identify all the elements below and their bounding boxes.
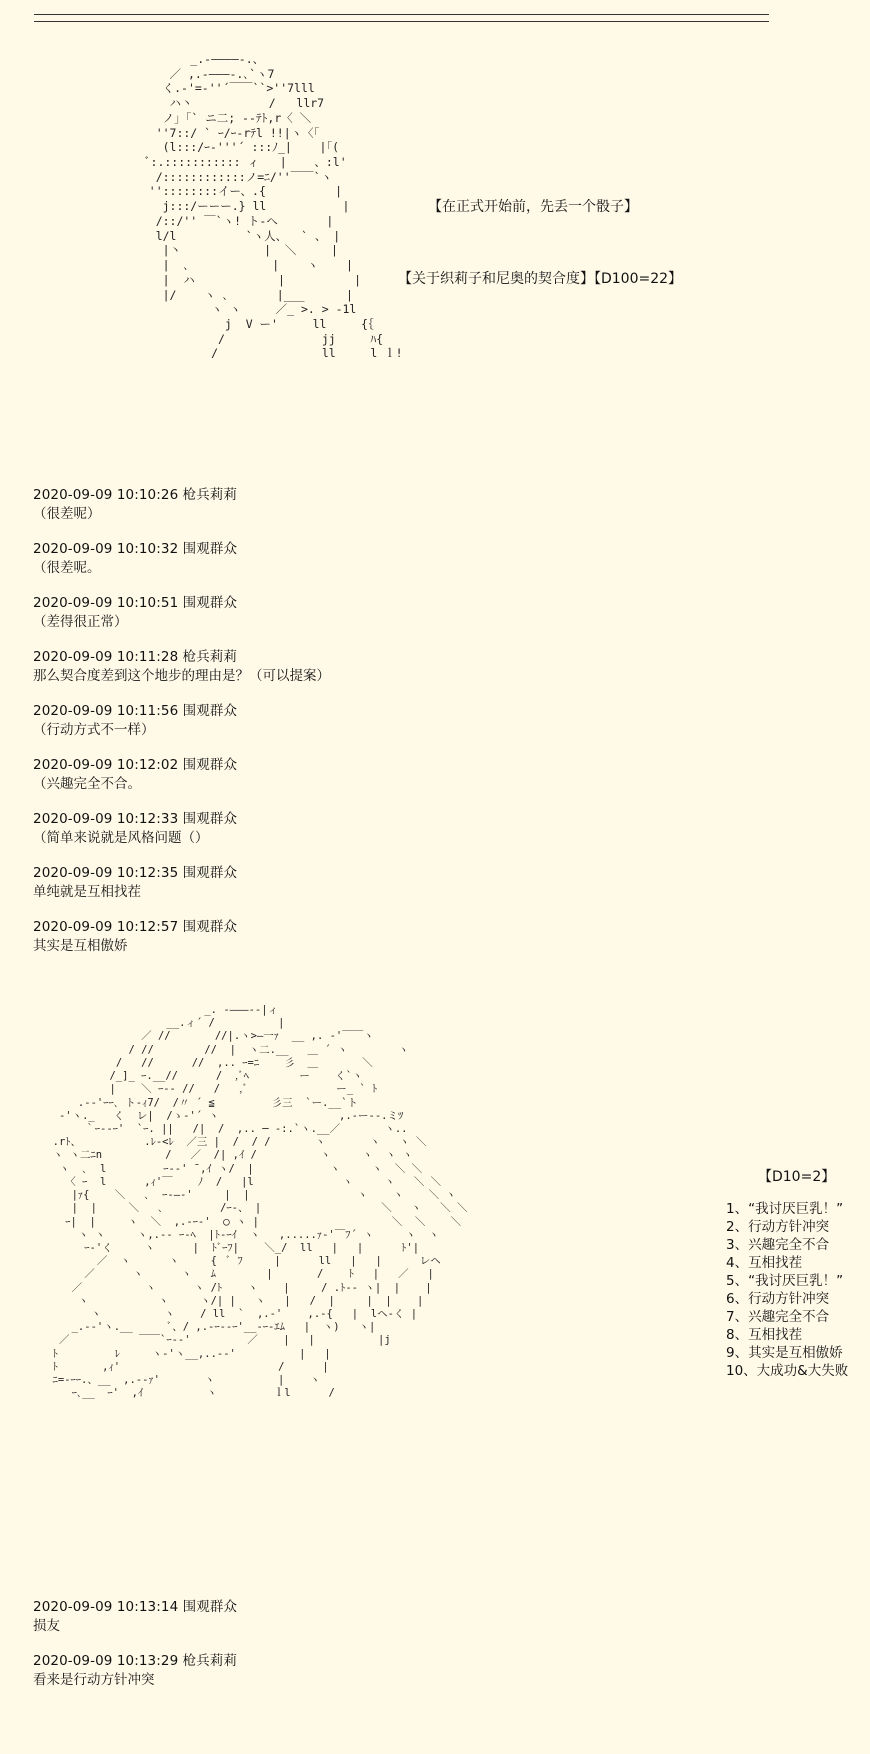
chat-entry-text: （简单来说就是风格问题（）: [33, 830, 209, 846]
chat-entry-text: （很差呢）: [33, 506, 101, 522]
chat-entry-text: 单纯就是互相找茬: [33, 884, 141, 900]
chat-entry-meta: 2020-09-09 10:12:33 围观群众: [33, 811, 238, 827]
chat-entry-meta: 2020-09-09 10:10:32 围观群众: [33, 541, 238, 557]
chat-entry-text: 看来是行动方针冲突: [33, 1672, 155, 1688]
chat-entry-meta: 2020-09-09 10:10:26 枪兵莉莉: [33, 487, 238, 503]
dice-result-panel: [726, 1166, 866, 1380]
dice-option: 7、兴趣完全不合: [726, 1309, 830, 1325]
double-line-divider: [34, 14, 769, 22]
chat-entry-text: （兴趣完全不合。: [33, 776, 141, 792]
chat-entry-text: 损友: [33, 1618, 60, 1634]
chat-entry: [33, 864, 453, 918]
chat-entry: [33, 540, 453, 594]
ascii-art-character-two: _. -―――--|ィ __.ィ´ / | ／ // //|.ヽ>―一ｧ __ ,. ‐'￣￣ヽ / // // | ヽ二.__ ＿ ´ ヽ ヽ / // // ,.. ｰ=ﾆ 彡 ＿ ＼ /_]_ ｰ.__// / ,ﾞﾍ ー く`ヽ | ＼ ｰ-- // / ,ﾞ ー_ ` ﾄ .-‐'ｰｰ､ ト-ｨ7/ /〃 ´ ≦ 彡三 `ー.__`ト -'ヽ._ く レ| /ゝ-'´ ヽ ,.-ー‐-.ミﾂ ｀ｰ--ｰ' `ｰ. || /| / ,.. ─ -:.`ヽ.__／ ヽ.. .rﾄ、 .ﾚ-<ﾚ ／三 | / / / ヽ ヽ ヽ ＼ ヽ ヽ二ﾆn / ／ /| ,ｲ / ヽ ヽ ヽ ヽ ヽ ､ l ｰ-‐' ̄ ,ｲ ヽ/ | ヽ ヽ ＼ ＼ 〈 ｰ l ,ｨ'￣ ﾉ / |l ヽ ヽ ＼ ＼ |ｧ{ ＼ ､ ｰ-―-' | | ヽ ヽ ＼ ヽ | | ＼ ､ /ｰ-、 | ＼ ヽ ＼ ＼ ｰ| | ヽ ＼ ,.-ｰ-' ◯ ヽ | ＼ ＼ ＼ ヽ ヽ ヽ,.-- ｰ-ﾍ |ﾄ-ｰｲ ヽ ,.....ｧ‐'￣ﾌ´ ヽ ヽ ヽ ｰ-'く ヽ | ﾄﾞｰﾌ| ＼_/ ll | | ﾄ'| ／ ヽ ヽ { ﾞ ﾌ | ll | | レヘ ／ ヽ ヽ ﾑ | / ﾄ | ／ | ／ ヽ ヽ /ﾄ ヽ | / .ﾄ-‐ ヽ| | | ヽ ヽ ヽ/| | ヽ | / | | | | ヽ ヽ / ll ` ,.-' ,.-{ | lヘ-く | _.-‐'ヽ.__ ﾞ、/ ,.-ｰ--ｰ'__-ｰ‐ｴﾑ | ヽ) ヽ| ／ ￣￣`ｰ--' ／ | | |j ﾄ ﾚ ヽ-'ヽ__,..--' | | ﾄ ,ｨ' / | ﾆ=-ｰｰ.、__ ,.--ｧ' ヽ | ヽ ｰ､__ ｰ' ,ｲ ヽ ｌl /: [52, 1004, 468, 1400]
dice-option: 9、其实是互相傲娇: [726, 1345, 843, 1361]
chat-entry-text: （很差呢。: [33, 560, 101, 576]
dice-option: 10、大成功&大失败: [726, 1363, 849, 1379]
chat-entry: [33, 918, 453, 972]
chat-entry-meta: 2020-09-09 10:12:02 围观群众: [33, 757, 238, 773]
chat-entry-meta: 2020-09-09 10:11:28 枪兵莉莉: [33, 649, 238, 665]
note-dice-intro: 【在正式开始前，先丢一个骰子】: [428, 199, 638, 215]
chat-entry: [33, 810, 453, 864]
dice-option: 5、“我讨厌巨乳！”: [726, 1273, 844, 1289]
note-compatibility-roll: 【关于织莉子和尼奥的契合度】【D100=22】: [398, 271, 683, 287]
chat-entry-meta: 2020-09-09 10:13:29 枪兵莉莉: [33, 1653, 238, 1669]
dice-option: 3、兴趣完全不合: [726, 1237, 830, 1253]
chat-entry: [33, 702, 453, 756]
dice-option: 4、互相找茬: [726, 1255, 803, 1271]
chat-entry: [33, 1652, 453, 1706]
chat-entry-meta: 2020-09-09 10:13:14 围观群众: [33, 1599, 238, 1615]
chat-entry-meta: 2020-09-09 10:12:35 围观群众: [33, 865, 238, 881]
chat-log-final: [33, 1598, 453, 1706]
dice-option-list: [726, 1200, 866, 1380]
chat-entry: [33, 756, 453, 810]
dice-option: 6、行动方针冲突: [726, 1291, 830, 1307]
chat-entry-text: （行动方式不一样）: [33, 722, 155, 738]
dice-option: 8、互相找茬: [726, 1327, 803, 1343]
chat-entry-meta: 2020-09-09 10:10:51 围观群众: [33, 595, 238, 611]
chat-log-first: [33, 486, 453, 972]
dice-result-title: 【D10=2】: [758, 1169, 836, 1185]
chat-entry-text: 那么契合度差到这个地步的理由是？（可以提案）: [33, 668, 330, 684]
chat-entry-meta: 2020-09-09 10:11:56 围观群众: [33, 703, 238, 719]
chat-entry: [33, 486, 453, 540]
dice-option: 2、行动方针冲突: [726, 1219, 830, 1235]
ascii-art-character: _.-――――-.、 ／ ,.-―――-.､`ヽ7 く.-'=-''´￣￣``>''7lll ハ丶 / llr7 ノ」｢` ニ二; --ﾃﾄ,r〈 ＼ ''7::/ ` ｰ/ｰ‐rﾃl !!|ヽ〈｢ (l:::/ｰ‐'''´ :::ﾉ_| |｢( ﾞ:.::::::::::: ィ | 、:l' /::::::::::::ノ=ﾆ/''￣￣`ヽ ''::::::::イー、.{ | j:::/ーーー.} ll | /::/'' ￣`ヽ! ト-へ | l/l `ヽ人、 ` 、 | |丶 | ＼ | | ､ | ヽ | | ハ | | |/ ヽ ､ |___ | ヽ ヽ ／_ >. > -1l j V ー' ll {｛ / jj ﾊ{ / ll l ｌ!: [141, 52, 403, 361]
chat-entry: [33, 594, 453, 648]
chat-entry: [33, 648, 453, 702]
dice-option: 1、“我讨厌巨乳！”: [726, 1201, 844, 1217]
chat-entry: [33, 1598, 453, 1652]
chat-entry-text: （差得很正常）: [33, 614, 128, 630]
chat-entry-text: 其实是互相傲娇: [33, 938, 128, 954]
chat-entry-meta: 2020-09-09 10:12:57 围观群众: [33, 919, 238, 935]
